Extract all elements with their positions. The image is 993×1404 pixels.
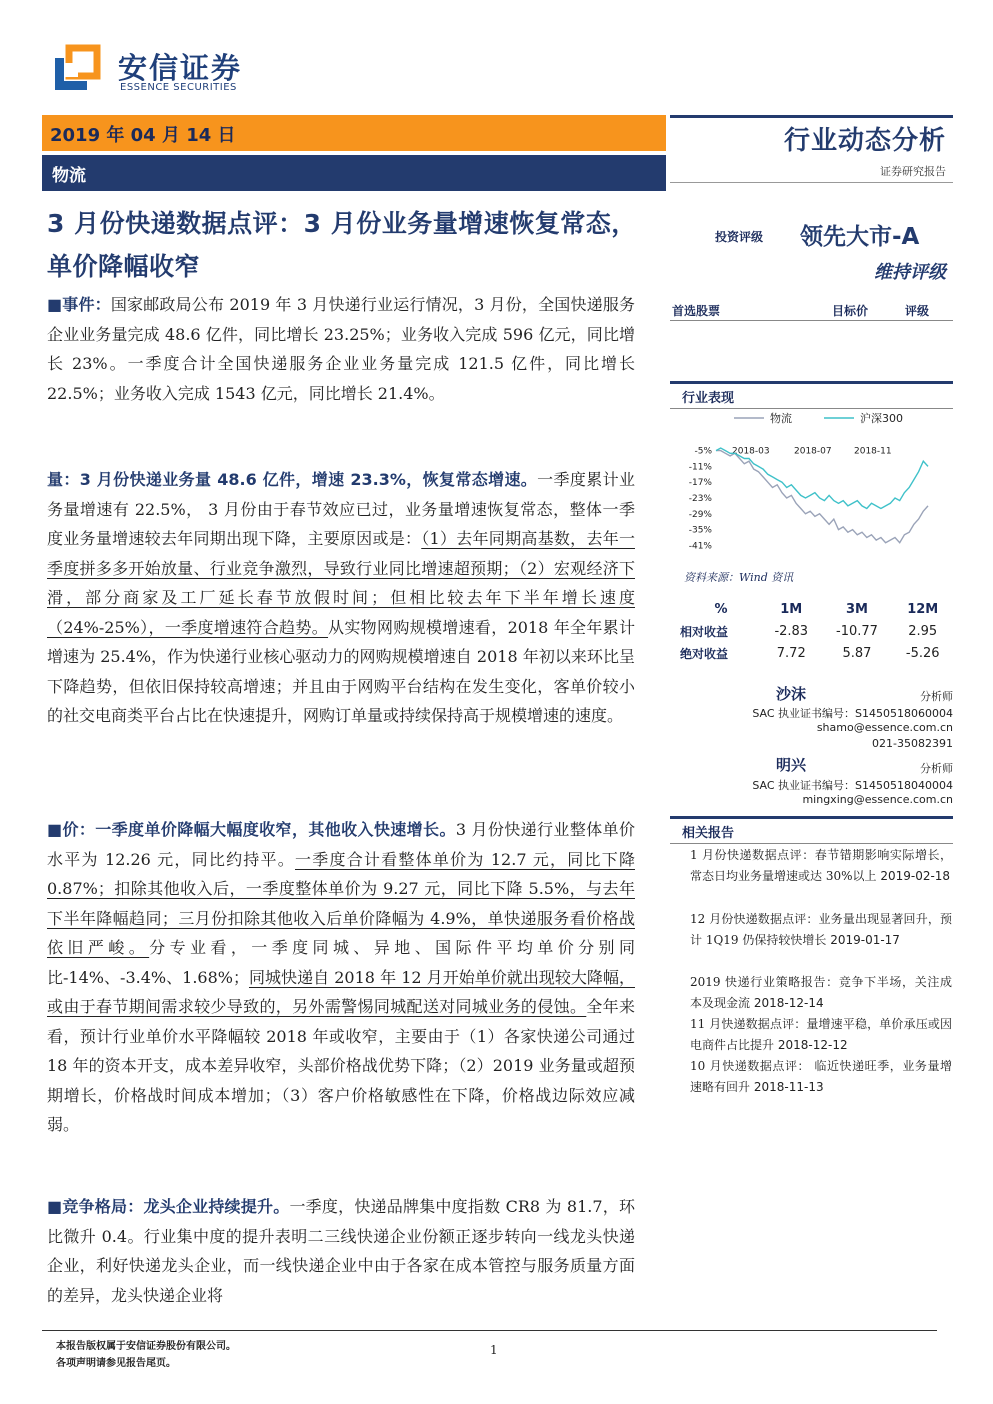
report-type: 行业动态分析 — [783, 126, 946, 156]
underlined-text: 一季度合计看整体单价为 12.7 元，同比下降 0.87%；扣除其他收入后，一季度整体单价为 9.27 元，同比下降 5.5%，与去年下半年降幅趋同；三月份扣除其他收入后单价降幅为 4.9%，单快递服务看价格战依旧严峻。 — [47, 849, 635, 957]
table-cell: -10.77 — [836, 623, 878, 639]
analyst-email: shamo@essence.com.cn — [816, 721, 953, 734]
related-report-date: 2018-11-13 — [753, 1080, 824, 1094]
table-row — [680, 642, 952, 664]
analyst-phone: 021-35082391 — [872, 737, 953, 750]
stocks-header-divider — [670, 320, 953, 321]
table-row — [680, 620, 952, 642]
paragraph-heading: ■事件： — [47, 295, 111, 314]
report-type-rule — [670, 115, 953, 118]
series-line-csi300 — [716, 448, 928, 509]
table-header-row — [680, 598, 952, 620]
analyst-role: 分析师 — [920, 690, 953, 703]
paragraph-text: 从实物网购规模增速看，2018 年全年累计增速为 25.4%，作为快递行业核心驱动力的网购规模增速自 2018 年初以来环比呈下降趋势，但依旧保持较高增速；并且由于网购平台结构在发生变化，客单价较小的社交电商类平台占比在快速提升，网购订单量或持续保持高于规模增速的速度。 — [47, 617, 635, 725]
sector-bar — [42, 155, 666, 191]
table-cell: 7.72 — [776, 645, 806, 661]
series-line-logistics — [716, 451, 928, 543]
related-report-title: 2019 快递行业策略报告：竞争下半场，关注成本及现金流 — [690, 975, 952, 1010]
underlined-text: （1）去年同期高基数，去年一季度拼多多开始放量、行业竞争激烈，导致行业同比增速超预期；（2）宏观经济下滑，部分商家及工厂延长春节放假时间；但相比较去年下半年增长速度（24%-25%），一季度增速符合趋势。 — [47, 529, 635, 637]
analyst-role: 分析师 — [920, 762, 953, 775]
logo-mark-icon — [55, 44, 101, 90]
table-header-cell: 1M — [780, 601, 803, 617]
report-type-divider — [670, 182, 953, 183]
footer-copyright: 本报告版权属于安信证券股份有限公司。 — [56, 1341, 236, 1352]
footer-divider — [42, 1330, 937, 1331]
report-title: 3 月份快递数据点评：3 月份业务量增速恢复常态，单价降幅收窄 — [47, 209, 637, 281]
y-tick-label: -5% — [694, 446, 712, 457]
rating-action: 维持评级 — [874, 262, 946, 283]
y-tick-label: -23% — [688, 494, 712, 504]
analyst-name: 沙沫 — [776, 685, 807, 703]
analyst-cert: SAC 执业证书编号：S1450518040004 — [752, 779, 953, 792]
stocks-header-stock: 首选股票 — [672, 304, 721, 318]
paragraph-event — [47, 290, 635, 408]
paragraph-volume — [47, 465, 635, 731]
related-report-date: 2019-02-18 — [880, 869, 951, 883]
section-title: 相关报告 — [682, 826, 735, 841]
paragraph-competition — [47, 1192, 635, 1310]
industry-performance-chart — [672, 408, 952, 566]
stocks-header-rating: 评级 — [905, 304, 930, 318]
related-report-item[interactable] — [690, 1056, 952, 1098]
related-report-date: 2018-12-12 — [777, 1038, 848, 1052]
y-tick-label: -35% — [688, 525, 712, 536]
rating-value: 领先大市-A — [800, 224, 920, 250]
table-cell: -2.83 — [774, 623, 809, 639]
performance-table — [680, 598, 952, 664]
row-label: 相对收益 — [680, 624, 729, 639]
related-report-item[interactable] — [690, 909, 952, 951]
y-tick-label: -11% — [688, 462, 712, 473]
paragraph-heading: ■竞争格局：龙头企业持续提升。 — [47, 1197, 290, 1216]
x-tick-label: 2018-07 — [794, 446, 832, 457]
paragraph-text: 分专业看，一季度同城、异地、国际件平均单价分别同比-14%、-3.4%、1.68%； — [47, 938, 635, 987]
table-cell: -5.26 — [905, 645, 940, 661]
related-reports-header — [670, 816, 953, 844]
paragraph-text: 国家邮政局公布 2019 年 3 月快递行业运行情况，3 月份，全国快递服务企业业务量完成 48.6 亿件，同比增长 23.25%；业务收入完成 596 亿元，同比增长 23%。一季度合计全国快递服务企业业务量完成 121.5 亿件，同比增长 22.5%；业务收入完成 1543 亿元，同比增长 21.4%。 — [47, 295, 636, 403]
paragraph-text: 一季度累计业务量增速有 22.5%， 3 月份由于春节效应已过，业务量增速恢复常态，整体一季度业务量增速较去年同期出现下降，主要原因或是： — [47, 470, 635, 548]
rating-label: 投资评级 — [715, 230, 764, 244]
related-report-title: 12 月份快递数据点评：业务量出现显著回升，预计 1Q19 仍保持较快增长 — [690, 912, 952, 947]
related-report-title: 11 月快递数据点评：量增速平稳，单价承压或因电商件占比提升 — [690, 1017, 952, 1052]
related-report-title: 1 月份快递数据点评：春节错期影响实际增长，常态日均业务量增速或达 30%以上 — [690, 848, 952, 883]
y-tick-label: -17% — [688, 478, 712, 489]
paragraph-price — [47, 815, 635, 1140]
y-tick-label: -41% — [688, 541, 712, 552]
table-header-cell: 12M — [907, 601, 939, 617]
logo-text-en: ESSENCE SECURITIES — [120, 82, 237, 93]
related-report-item[interactable] — [690, 972, 952, 1014]
table-header-cell: 3M — [845, 601, 868, 617]
paragraph-heading: 量：3 月份快递业务量 48.6 亿件，增速 23.3%，恢复常态增速。 — [47, 470, 538, 489]
legend-label: 沪深300 — [860, 412, 903, 425]
paragraph-text: 一季度，快递品牌集中度指数 CR8 为 81.7，环比微升 0.4。行业集中度的提升表明二三线快递企业份额正逐步转向一线龙头快递企业，利好快递龙头企业，而一线快递企业中由于各家在成本管控与服务质量方面的差异，龙头快递企业将 — [47, 1197, 635, 1305]
report-date: 2019 年 04 月 14 日 — [50, 125, 236, 146]
section-title: 行业表现 — [682, 391, 735, 406]
paragraph-heading: ■价：一季度单价降幅大幅度收窄，其他收入快速增长。 — [47, 820, 456, 839]
related-report-date: 2019-01-17 — [830, 933, 900, 947]
related-report-item[interactable] — [690, 845, 952, 887]
analyst-cert: SAC 执业证书编号：S1450518060004 — [752, 707, 953, 720]
analyst-name: 明兴 — [776, 756, 807, 774]
paragraph-text: 3 月份快递行业整体单价水平为 12.26 元，同比约持平。 — [47, 820, 635, 869]
related-report-date: 2018-12-14 — [753, 996, 824, 1010]
related-report-title: 10 月快递数据点评： 临近快递旺季，业务量增速略有回升 — [690, 1059, 952, 1094]
legend-label: 物流 — [770, 412, 792, 425]
industry-performance-header — [670, 381, 953, 409]
footer-disclaimer: 各项声明请参见报告尾页。 — [56, 1358, 176, 1369]
row-label: 绝对收益 — [680, 646, 729, 661]
logo-text-cn: 安信证券 — [118, 51, 243, 85]
x-tick-label: 2018-03 — [732, 446, 770, 457]
stocks-header-target: 目标价 — [832, 304, 869, 318]
table-header-cell: % — [714, 601, 728, 617]
page-number: 1 — [490, 1343, 498, 1357]
underlined-text: 同城快递自 2018 年 12 月开始单价就出现较大降幅，或由于春节期间需求较少导致的，另外需警惕同城配送对同城业务的侵蚀。 — [47, 967, 635, 1016]
sector-name: 物流 — [52, 166, 86, 186]
y-tick-label: -29% — [688, 509, 712, 520]
table-cell: 5.87 — [842, 645, 872, 661]
report-subtype: 证券研究报告 — [880, 165, 946, 178]
chart-source: 资料来源：Wind 资讯 — [684, 571, 794, 584]
x-tick-label: 2018-11 — [854, 446, 892, 457]
paragraph-text: 全年来看，预计行业单价水平降幅较 2018 年或收窄，主要由于（1）各家快递公司通过 18 年的资本开支，成本差异收窄，头部价格战优势下降；（2）2019 业务量或超预期增长，价格战时间成本增加；（3）客户价格敏感性在下降，价格战边际效应减弱。 — [47, 997, 635, 1134]
table-cell: 2.95 — [908, 623, 938, 639]
related-report-item[interactable] — [690, 1014, 952, 1056]
analyst-email: mingxing@essence.com.cn — [802, 793, 953, 806]
